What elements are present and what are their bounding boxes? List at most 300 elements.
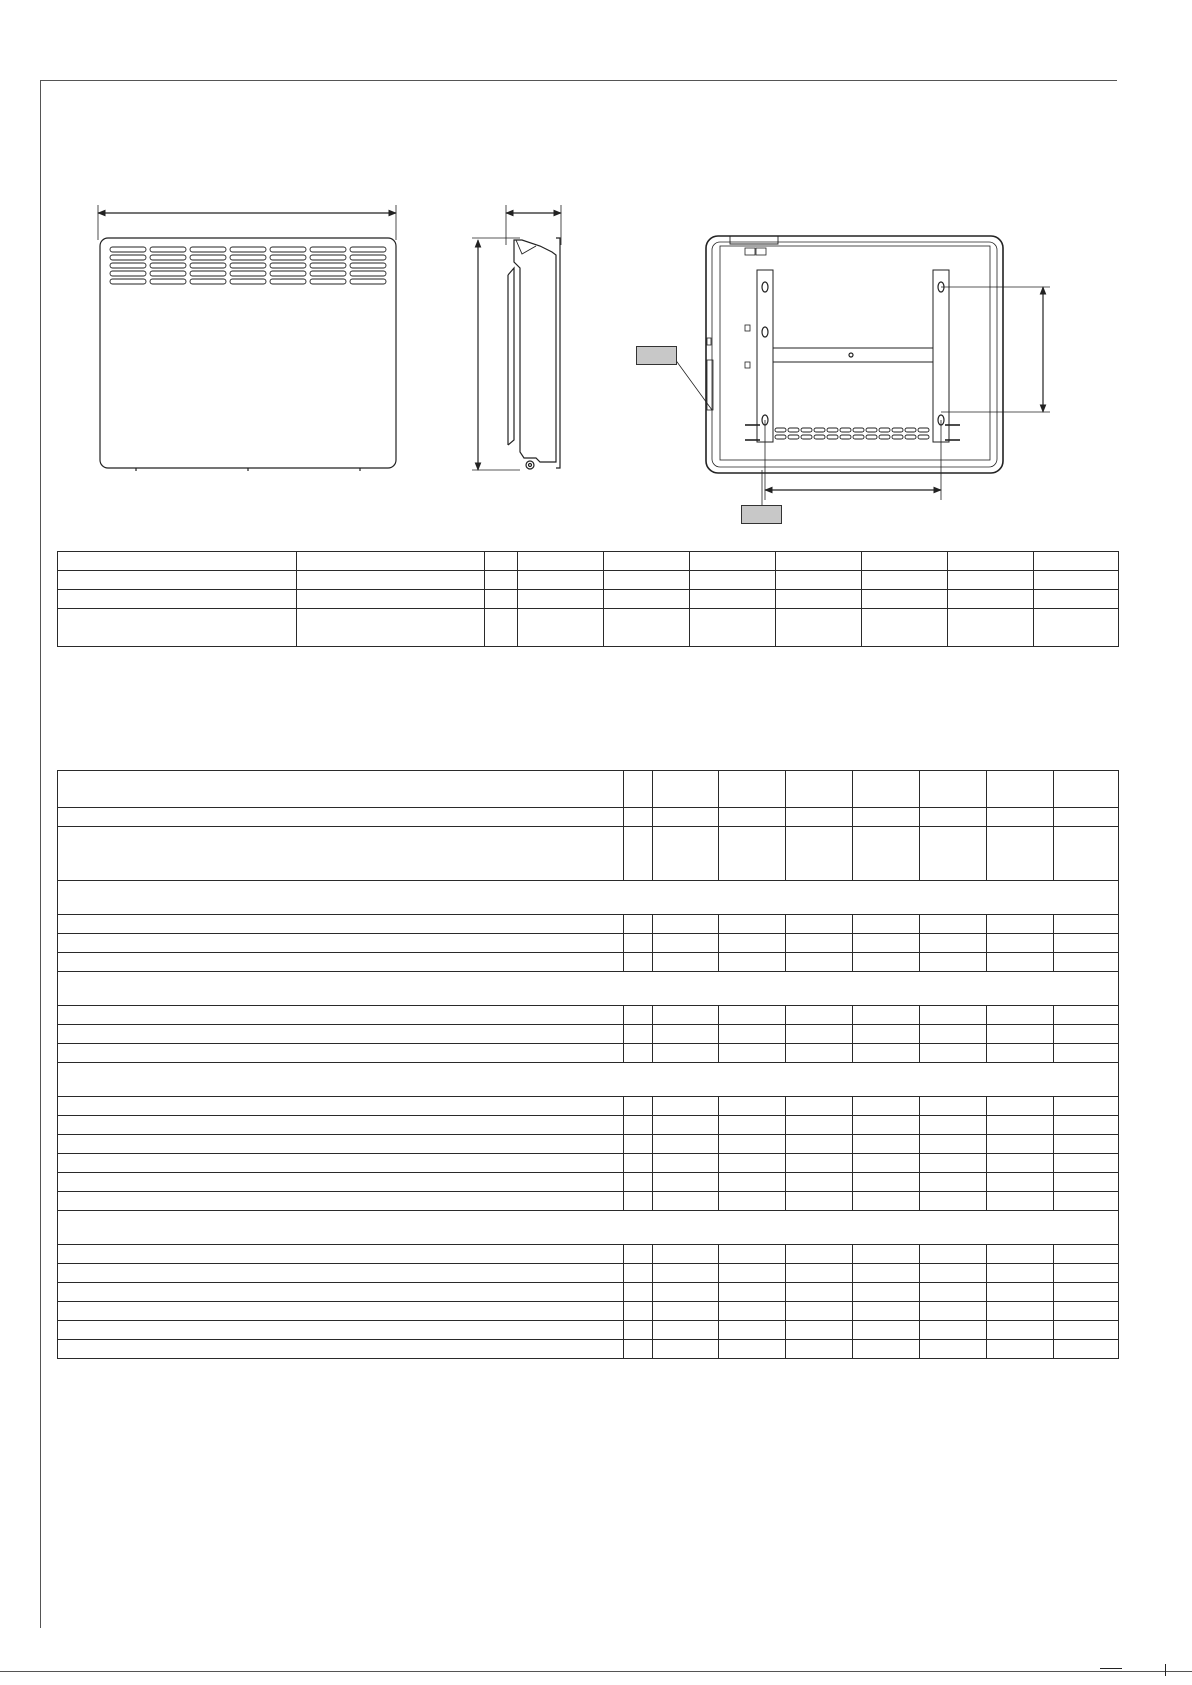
spec-cell: [853, 1192, 920, 1211]
spec-cell: [853, 1264, 920, 1283]
front-louver-slot: [270, 263, 306, 268]
spec-cell: [719, 1340, 786, 1359]
spec-cell: [987, 1192, 1054, 1211]
spec-cell: [786, 953, 853, 972]
spec-cell: [987, 1340, 1054, 1359]
spec-cell: [987, 1116, 1054, 1135]
spec-cell: [58, 1006, 624, 1025]
spec-section-heading: [58, 1063, 1119, 1097]
front-louver-slot: [110, 247, 146, 252]
dimension-row: [58, 571, 1119, 590]
spec-cell: [920, 827, 987, 881]
spec-row: [58, 1116, 1119, 1135]
spec-cell: [653, 808, 719, 827]
spec-cell: [58, 1321, 624, 1340]
spec-cell: [786, 934, 853, 953]
spec-cell: [719, 1321, 786, 1340]
spec-row: [58, 1302, 1119, 1321]
spec-cell: [58, 808, 624, 827]
spec-cell: [853, 1135, 920, 1154]
rear-louver-slot: [853, 435, 864, 439]
spec-cell: [624, 1321, 653, 1340]
spec-row: [58, 953, 1119, 972]
spec-cell: [58, 1173, 624, 1192]
spec-cell: [1054, 1135, 1119, 1154]
spec-cell: [1054, 1245, 1119, 1264]
spec-header-cell: [653, 771, 719, 808]
spec-cell: [786, 1025, 853, 1044]
dimension-cell: [297, 552, 485, 571]
spec-section-row: [58, 881, 1119, 915]
spec-cell: [786, 1340, 853, 1359]
spec-section-row: [58, 1211, 1119, 1245]
spec-row: [58, 827, 1119, 881]
spec-cell: [853, 1283, 920, 1302]
left-mounting-rail: [757, 270, 773, 442]
front-louver-slot: [190, 247, 226, 252]
spec-cell: [719, 1116, 786, 1135]
spec-row: [58, 1173, 1119, 1192]
spec-cell: [1054, 1116, 1119, 1135]
spec-cell: [853, 1340, 920, 1359]
spec-cell: [987, 808, 1054, 827]
spec-cell: [653, 1135, 719, 1154]
dimension-cell: [485, 552, 518, 571]
spec-cell: [719, 934, 786, 953]
front-louver-slot: [310, 255, 346, 260]
spec-cell: [719, 1264, 786, 1283]
spec-cell: [653, 1340, 719, 1359]
spec-cell: [920, 934, 987, 953]
spec-cell: [719, 1245, 786, 1264]
dimension-cell: [862, 571, 948, 590]
dimension-cell: [690, 590, 776, 609]
spec-cell: [58, 1135, 624, 1154]
rear-louver-slot: [788, 428, 799, 432]
spec-row: [58, 1097, 1119, 1116]
spec-cell: [853, 915, 920, 934]
spec-cell: [920, 1135, 987, 1154]
spec-cell: [987, 827, 1054, 881]
spec-row: [58, 915, 1119, 934]
spec-cell: [719, 1025, 786, 1044]
spec-cell: [719, 808, 786, 827]
side-profile-front: [514, 240, 556, 462]
dimension-cell: [604, 552, 690, 571]
spec-cell: [719, 1173, 786, 1192]
spec-cell: [786, 1154, 853, 1173]
dimension-cell: [58, 571, 297, 590]
dimension-cell: [862, 552, 948, 571]
spec-cell: [1054, 1025, 1119, 1044]
spec-cell: [920, 1044, 987, 1063]
spec-cell: [853, 808, 920, 827]
spec-cell: [653, 915, 719, 934]
spec-cell: [1054, 827, 1119, 881]
spec-header-cell: [786, 771, 853, 808]
front-louver-slot: [150, 263, 186, 268]
spec-row: [58, 1154, 1119, 1173]
spec-cell: [1054, 1264, 1119, 1283]
spec-cell: [920, 953, 987, 972]
rear-louver-slot: [905, 435, 916, 439]
rear-louver-slot: [840, 428, 851, 432]
spec-cell: [987, 1302, 1054, 1321]
spec-cell: [987, 1321, 1054, 1340]
rear-callout-label-bottom: [741, 505, 782, 524]
spec-cell: [653, 1264, 719, 1283]
spec-row: [58, 1264, 1119, 1283]
spec-cell: [853, 934, 920, 953]
spec-cell: [719, 1283, 786, 1302]
spec-cell: [653, 953, 719, 972]
footer-mark-2: [1165, 1664, 1170, 1676]
spec-cell: [1054, 915, 1119, 934]
dimension-cell: [776, 609, 862, 647]
spec-cell: [1054, 1006, 1119, 1025]
spec-cell: [853, 1097, 920, 1116]
spec-cell: [920, 915, 987, 934]
spec-header-cell: [58, 771, 624, 808]
spec-cell: [1054, 1154, 1119, 1173]
spec-header-row: [58, 771, 1119, 808]
spec-cell: [987, 953, 1054, 972]
dimension-cell: [604, 571, 690, 590]
spec-cell: [1054, 1097, 1119, 1116]
spec-cell: [624, 1044, 653, 1063]
spec-cell: [624, 827, 653, 881]
front-louver-slot: [230, 271, 266, 276]
footer-mark: [1100, 1668, 1122, 1675]
spec-cell: [653, 1116, 719, 1135]
spec-cell: [653, 1006, 719, 1025]
dimension-cell: [1034, 609, 1119, 647]
spec-cell: [624, 1173, 653, 1192]
spec-cell: [920, 1302, 987, 1321]
spec-section-heading: [58, 972, 1119, 1006]
dimension-cell: [1034, 552, 1119, 571]
dimension-cell: [297, 609, 485, 647]
spec-cell: [1054, 1173, 1119, 1192]
spec-cell: [920, 1173, 987, 1192]
front-louver-slot: [150, 279, 186, 284]
spec-cell: [987, 1173, 1054, 1192]
dimension-cell: [518, 571, 604, 590]
front-louver-slot: [350, 255, 386, 260]
spec-cell: [58, 1097, 624, 1116]
rear-louver-slot: [892, 428, 903, 432]
front-louver-slot: [110, 271, 146, 276]
rear-callout-label-left: [636, 346, 677, 365]
front-louver-slot: [230, 263, 266, 268]
spec-cell: [58, 1044, 624, 1063]
spec-cell: [920, 1192, 987, 1211]
spec-section-heading: [58, 1211, 1119, 1245]
dimension-cell: [690, 571, 776, 590]
spec-row: [58, 1044, 1119, 1063]
dimension-cell: [776, 571, 862, 590]
spec-cell: [853, 1044, 920, 1063]
dimension-row: [58, 590, 1119, 609]
rear-louver-slot: [814, 428, 825, 432]
spec-cell: [786, 1321, 853, 1340]
front-louver-slot: [150, 247, 186, 252]
rear-louver-slot: [918, 435, 929, 439]
dimension-cell: [1034, 571, 1119, 590]
dimension-cell: [948, 571, 1034, 590]
dimension-table: [57, 551, 1119, 647]
spec-cell: [719, 915, 786, 934]
dimension-cell: [948, 609, 1034, 647]
spec-cell: [653, 1173, 719, 1192]
spec-cell: [624, 934, 653, 953]
spec-cell: [58, 1025, 624, 1044]
front-panel: [100, 238, 396, 468]
spec-cell: [624, 915, 653, 934]
spec-cell: [624, 1025, 653, 1044]
spec-cell: [920, 1097, 987, 1116]
spec-cell: [719, 1135, 786, 1154]
spec-cell: [653, 1283, 719, 1302]
spec-cell: [624, 1135, 653, 1154]
front-louver-slot: [110, 279, 146, 284]
specification-table: [57, 770, 1119, 1359]
spec-cell: [920, 1245, 987, 1264]
spec-cell: [1054, 1192, 1119, 1211]
spec-cell: [920, 1025, 987, 1044]
dimension-cell: [1034, 590, 1119, 609]
spec-cell: [653, 1302, 719, 1321]
spec-cell: [853, 1025, 920, 1044]
spec-cell: [653, 1044, 719, 1063]
front-louver-slot: [190, 279, 226, 284]
spec-cell: [786, 1283, 853, 1302]
spec-cell: [624, 1006, 653, 1025]
spec-cell: [719, 1154, 786, 1173]
spec-cell: [920, 1340, 987, 1359]
spec-cell: [624, 1283, 653, 1302]
spec-cell: [853, 1302, 920, 1321]
rear-louvers: [775, 428, 929, 439]
dimension-cell: [518, 552, 604, 571]
spec-cell: [58, 1192, 624, 1211]
front-louver-slot: [190, 255, 226, 260]
spec-cell: [987, 1264, 1054, 1283]
dimension-cell: [485, 590, 518, 609]
spec-cell: [624, 953, 653, 972]
spec-cell: [58, 1245, 624, 1264]
spec-cell: [786, 1264, 853, 1283]
front-louver-slot: [350, 279, 386, 284]
spec-cell: [853, 1116, 920, 1135]
rear-louver-slot: [905, 428, 916, 432]
spec-cell: [624, 1302, 653, 1321]
front-louver-slot: [310, 271, 346, 276]
spec-cell: [1054, 808, 1119, 827]
spec-row: [58, 934, 1119, 953]
spec-cell: [719, 1006, 786, 1025]
spec-cell: [786, 1302, 853, 1321]
spec-cell: [987, 1283, 1054, 1302]
dimension-cell: [862, 590, 948, 609]
spec-cell: [58, 953, 624, 972]
spec-cell: [653, 1192, 719, 1211]
rear-louver-slot: [879, 435, 890, 439]
front-louver-slot: [230, 247, 266, 252]
spec-cell: [853, 1321, 920, 1340]
front-louver-slot: [150, 271, 186, 276]
spec-section-heading: [58, 881, 1119, 915]
dimension-cell: [485, 609, 518, 647]
spec-cell: [58, 1302, 624, 1321]
spec-cell: [1054, 934, 1119, 953]
front-louvers: [110, 247, 386, 284]
spec-cell: [920, 1154, 987, 1173]
spec-cell: [624, 808, 653, 827]
spec-cell: [786, 1135, 853, 1154]
front-louver-slot: [110, 255, 146, 260]
spec-header-cell: [987, 771, 1054, 808]
spec-cell: [719, 1097, 786, 1116]
dimension-row: [58, 609, 1119, 647]
spec-cell: [987, 934, 1054, 953]
dimension-cell: [604, 590, 690, 609]
spec-cell: [1054, 953, 1119, 972]
front-louver-slot: [270, 279, 306, 284]
spec-cell: [987, 1097, 1054, 1116]
spec-cell: [853, 1173, 920, 1192]
front-louver-slot: [110, 263, 146, 268]
spec-cell: [786, 808, 853, 827]
spec-cell: [1054, 1302, 1119, 1321]
spec-cell: [624, 1245, 653, 1264]
spec-row: [58, 808, 1119, 827]
page-footer-rule: [0, 1671, 1192, 1672]
front-louver-slot: [230, 255, 266, 260]
spec-cell: [58, 827, 624, 881]
dimension-cell: [948, 552, 1034, 571]
dimension-cell: [776, 590, 862, 609]
spec-cell: [786, 827, 853, 881]
spec-cell: [653, 934, 719, 953]
rear-louver-slot: [866, 435, 877, 439]
spec-cell: [1054, 1340, 1119, 1359]
front-louver-slot: [270, 271, 306, 276]
spec-cell: [786, 1116, 853, 1135]
spec-row: [58, 1006, 1119, 1025]
spec-cell: [624, 1192, 653, 1211]
rear-louver-slot: [788, 435, 799, 439]
spec-cell: [653, 827, 719, 881]
side-view: [472, 205, 561, 470]
rear-louver-slot: [892, 435, 903, 439]
dimension-cell: [297, 590, 485, 609]
dimension-cell: [690, 552, 776, 571]
spec-header-cell: [853, 771, 920, 808]
front-louver-slot: [190, 271, 226, 276]
rear-outer-frame: [706, 236, 1003, 473]
rear-louver-slot: [879, 428, 890, 432]
spec-cell: [719, 953, 786, 972]
rear-louver-slot: [866, 428, 877, 432]
spec-cell: [786, 1044, 853, 1063]
spec-row: [58, 1135, 1119, 1154]
front-louver-slot: [270, 247, 306, 252]
spec-cell: [1054, 1283, 1119, 1302]
rear-louver-slot: [840, 435, 851, 439]
heater-drawings: [0, 0, 1192, 540]
spec-cell: [920, 1264, 987, 1283]
rear-louver-slot: [775, 435, 786, 439]
spec-cell: [920, 1321, 987, 1340]
spec-cell: [853, 953, 920, 972]
front-louver-slot: [190, 263, 226, 268]
spec-cell: [719, 1302, 786, 1321]
spec-cell: [920, 1283, 987, 1302]
spec-cell: [624, 1264, 653, 1283]
dimension-cell: [485, 571, 518, 590]
spec-row: [58, 1321, 1119, 1340]
spec-cell: [58, 1283, 624, 1302]
spec-cell: [624, 1154, 653, 1173]
spec-cell: [786, 1173, 853, 1192]
dimension-row: [58, 552, 1119, 571]
spec-cell: [853, 1154, 920, 1173]
spec-cell: [853, 1245, 920, 1264]
spec-cell: [987, 1006, 1054, 1025]
front-louver-slot: [350, 271, 386, 276]
spec-cell: [719, 1192, 786, 1211]
spec-cell: [786, 1097, 853, 1116]
rear-louver-slot: [827, 435, 838, 439]
dimension-cell: [604, 609, 690, 647]
front-louver-slot: [310, 247, 346, 252]
spec-cell: [987, 1154, 1054, 1173]
spec-section-row: [58, 1063, 1119, 1097]
front-louver-slot: [270, 255, 306, 260]
spec-cell: [920, 808, 987, 827]
spec-row: [58, 1340, 1119, 1359]
spec-cell: [58, 1264, 624, 1283]
spec-cell: [58, 1116, 624, 1135]
spec-cell: [987, 915, 1054, 934]
spec-section-row: [58, 972, 1119, 1006]
spec-header-cell: [719, 771, 786, 808]
spec-cell: [58, 1340, 624, 1359]
dimension-cell: [690, 609, 776, 647]
dimension-cell: [948, 590, 1034, 609]
spec-cell: [653, 1245, 719, 1264]
dimension-cell: [58, 552, 297, 571]
rear-louver-slot: [814, 435, 825, 439]
dimension-cell: [58, 590, 297, 609]
spec-cell: [58, 1154, 624, 1173]
dimension-cell: [862, 609, 948, 647]
rear-louver-slot: [775, 428, 786, 432]
spec-row: [58, 1245, 1119, 1264]
spec-cell: [786, 915, 853, 934]
dimension-cell: [518, 609, 604, 647]
spec-header-cell: [624, 771, 653, 808]
rear-louver-slot: [853, 428, 864, 432]
spec-cell: [719, 827, 786, 881]
spec-cell: [653, 1025, 719, 1044]
rear-view: [672, 236, 1050, 505]
spec-header-cell: [1054, 771, 1119, 808]
spec-cell: [786, 1192, 853, 1211]
spec-cell: [624, 1116, 653, 1135]
spec-cell: [786, 1245, 853, 1264]
